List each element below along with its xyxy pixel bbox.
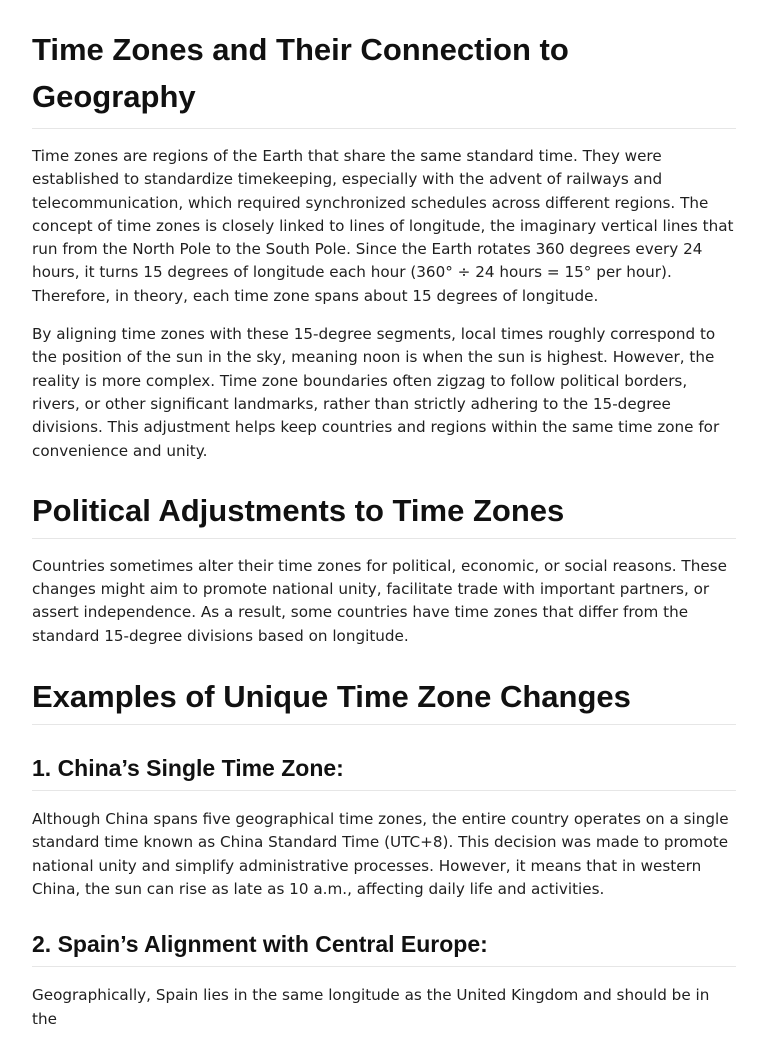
article — [0, 26, 768, 1031]
subheading-spain: 2. Spain’s Alignment with Central Europe: — [32, 928, 736, 967]
subheading-china: 1. China’s Single Time Zone: — [32, 752, 736, 791]
spain-paragraph: Geographically, Spain lies in the same longitude as the United Kingdom and should be in the — [32, 986, 710, 1028]
intro-paragraph: By aligning time zones with these 15-degree segments, local times roughly correspond to the position of the sun in the sky, meaning noon is when the sun is highest. However, the reality is more complex. Time zone boundaries often zigzag to follow political borders, rivers, or other significant landmarks, rather than strictly adhering to the 15-degree divisions. This adjustment helps keep countries and regions within the same time zone for convenience and unity. — [32, 325, 720, 460]
section-heading-examples: Examples of Unique Time Zone Changes — [32, 673, 736, 725]
political-paragraph: Countries sometimes alter their time zones for political, economic, or social reasons. These changes might aim to promote national unity, facilitate trade with important partners, or assert independence. As a result, some countries have time zones that differ from the standard 15-degree divisions based on longitude. — [32, 556, 727, 645]
intro-paragraph: Time zones are regions of the Earth that share the same standard time. They were established to standardize timekeeping, especially with the advent of railways and telecommunication, which required synchronized schedules across different regions. The concept of time zones is closely linked to lines of longitude, the imaginary vertical lines that run from the North Pole to the South Pole. Since the Earth rotates 360 degrees every 24 hours, it turns 15 degrees of longitude each hour (360° ÷ 24 hours = 15° per hour). Therefore, in theory, each time zone spans about 15 degrees of longitude. — [32, 147, 734, 305]
section-heading-political: Political Adjustments to Time Zones — [32, 487, 736, 539]
page-title: Time Zones and Their Connection to Geography — [32, 26, 736, 129]
china-paragraph: Although China spans five geographical time zones, the entire country operates on a single standard time known as China Standard Time (UTC+8). This decision was made to promote national unity and simplify administrative processes. However, it means that in western China, the sun can rise as late as 10 a.m., affecting daily life and activities. — [32, 810, 729, 898]
